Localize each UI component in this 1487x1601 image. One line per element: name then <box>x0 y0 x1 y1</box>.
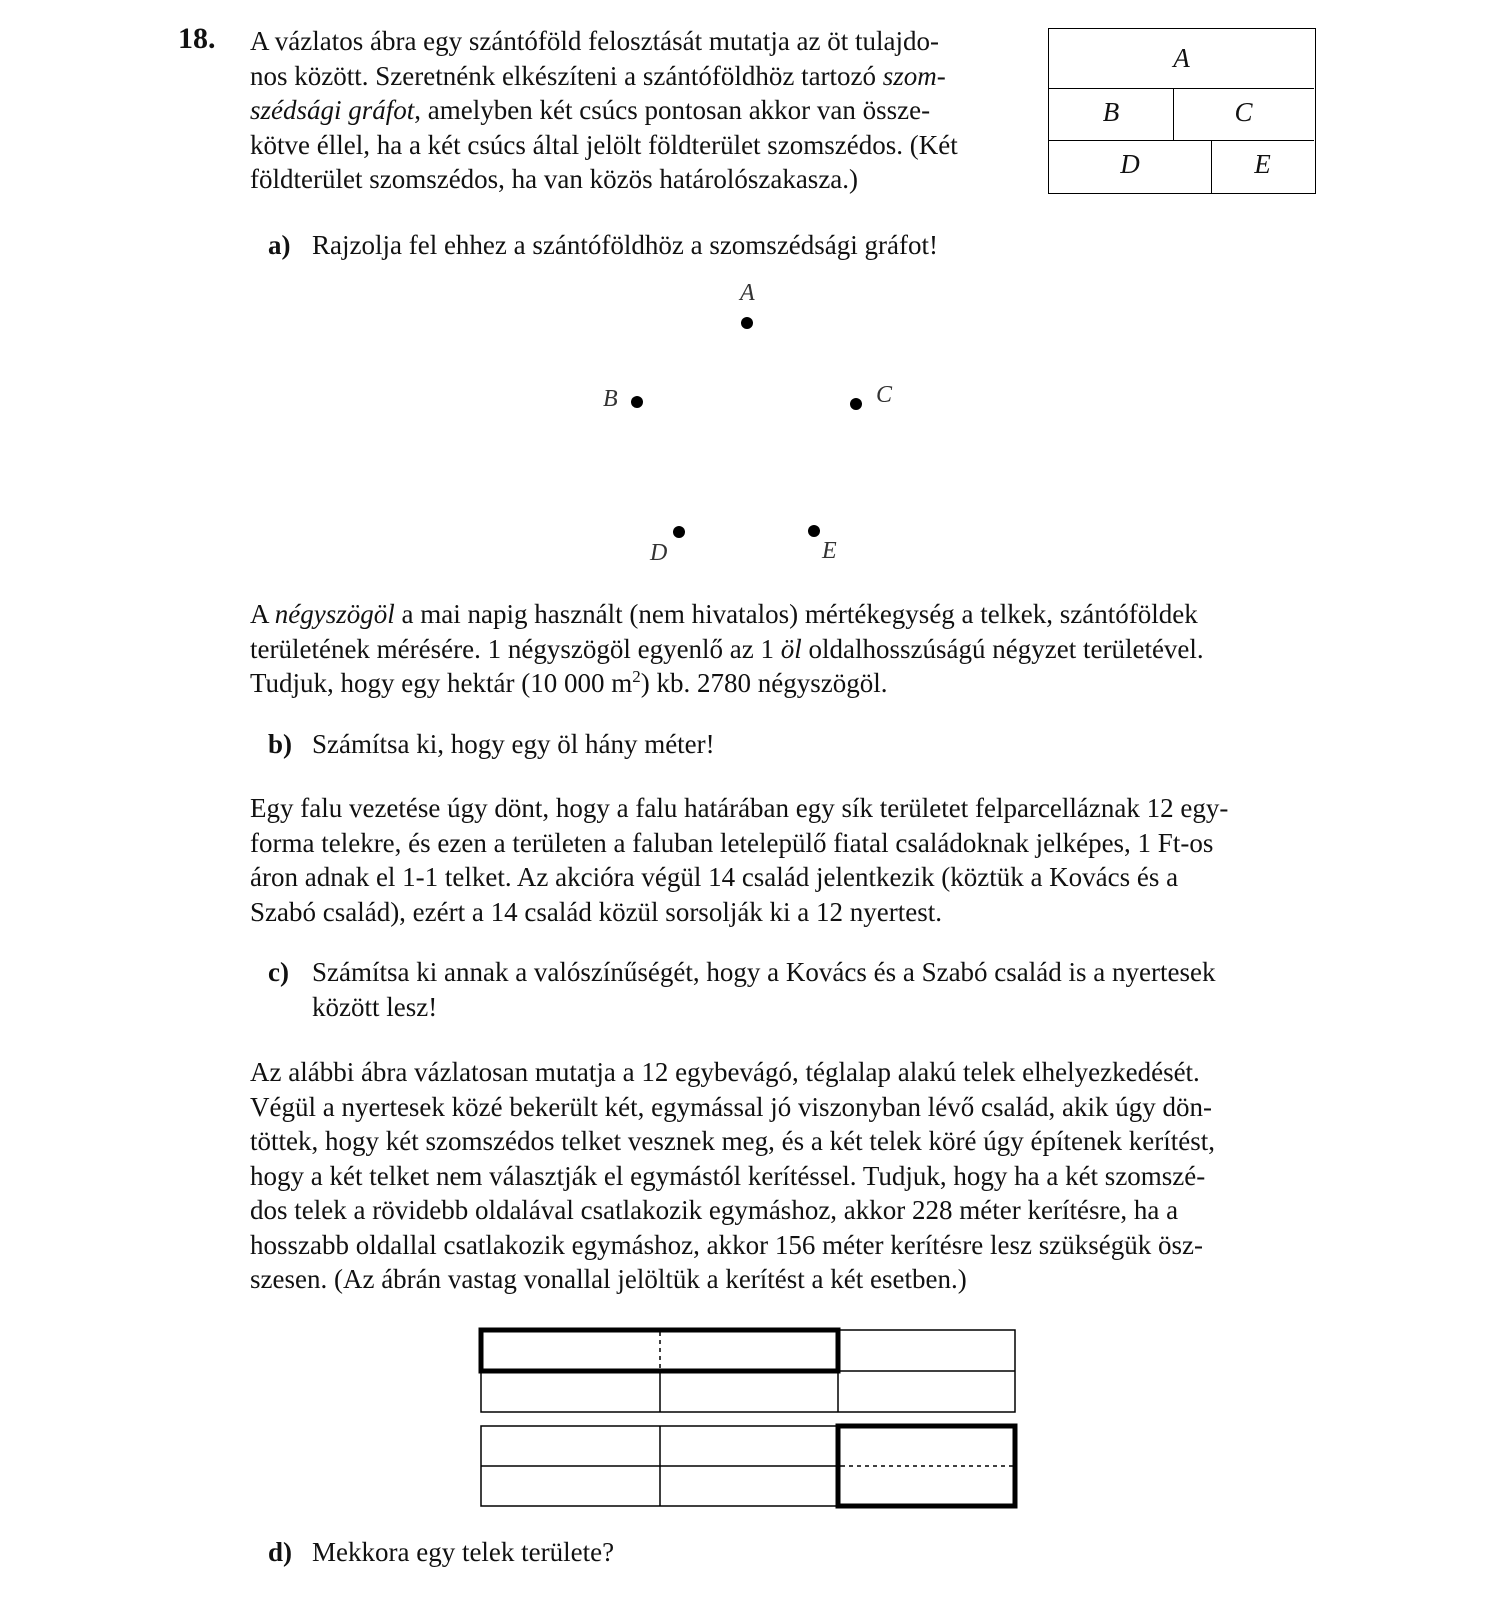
paragraph-lottery: Egy falu vezetése úgy dönt, hogy a falu határában egy sík területet felparcelláznak 12 egy- forma telekre, és ezen a területen a faluban letelepülő fiatal családoknak jelképes, 1 Ft-os áron adnak el 1-1 telket. Az akcióra végül 14 család jelentkezik (köztük a Kovács és a Szabó család), ezért a 14 család közül sorsolják ki a 12 nyertest. <box>250 793 1229 927</box>
part-a-text: Rajzolja fel ehhez a szántóföldhöz a szomszédsági gráfot! <box>312 230 938 260</box>
paragraph-fence: Az alábbi ábra vázlatosan mutatja a 12 egybevágó, téglalap alakú telek elhelyezkedését. Végül a nyertesek közé bekerült két, egymással jó viszonyban lévő család, akik úgy dön- töttek, hogy két szomszédos telket vesznek meg, és a két telek köré úgy építenek kerítést, hogy a két telket nem választják el egymástól kerítéssel. Tudjuk, hogy ha a két szomszé- dos telek a rövidebb oldalával csatlakozik egymáshoz, akkor 228 méter kerítésre, ha a hosszabb oldallal csatlakozik egymáshoz, akkor 156 méter kerítésre lesz szükségük ösz- szesen. (Az ábrán vastag vonallal jelöltük a kerítést a két esetben.) <box>250 1057 1215 1294</box>
field-region-b: B <box>1102 97 1120 127</box>
paragraph-unit: A négyszögöl a mai napig használt (nem hivatalos) mértékegység a telkek, szántóföldek területének mérésére. 1 négyszögöl egyenlő az 1 öl oldalhosszúságú négyzet területével. Tudjuk, hogy egy hektár (10 000 $m^2$) kb. 2780 négyszögöl. <box>250 599 1204 698</box>
part-c-label: c) <box>268 957 289 987</box>
field-region-e: E <box>1254 149 1271 179</box>
part-a-label: a) <box>268 230 291 260</box>
part-b-text: Számítsa ki, hogy egy öl hány méter! <box>312 729 715 759</box>
vertex-label-b: B <box>603 386 618 412</box>
field-region-d: D <box>1120 149 1140 179</box>
vertex-label-a: A <box>740 280 755 306</box>
part-b-label: b) <box>268 729 293 759</box>
part-d-text: Mekkora egy telek területe? <box>312 1537 615 1567</box>
vertex-label-d: D <box>650 540 668 566</box>
plot-grid-long-side <box>481 1426 1015 1506</box>
part-d-label: d) <box>268 1537 293 1567</box>
plot-grid-short-side <box>481 1330 1015 1412</box>
vertex-label-e: E <box>822 538 837 564</box>
part-c-text: Számítsa ki annak a valószínűségét, hogy a Kovács és a Szabó család is a nyertesek között lesz! <box>312 957 1216 1022</box>
field-region-c: C <box>1234 97 1253 127</box>
part-d <box>268 1535 1312 1571</box>
problem-intro: A vázlatos ábra egy szántóföld felosztását mutatja az öt tulajdo- nos között. Szeretnénk elkészíteni a szántóföldhöz tartozó szom- szédsági gráfot, amelyben két csúcs pontosan akkor van össze- kötve éllel, ha a két csúcs által jelölt földterület szomszédos. (Két földterület szomszédos, ha van közös határolószakasza.) <box>250 26 958 194</box>
problem-number: 18. <box>178 22 216 55</box>
field-region-a: A <box>1173 43 1190 73</box>
vertex-label-c: C <box>876 382 893 408</box>
